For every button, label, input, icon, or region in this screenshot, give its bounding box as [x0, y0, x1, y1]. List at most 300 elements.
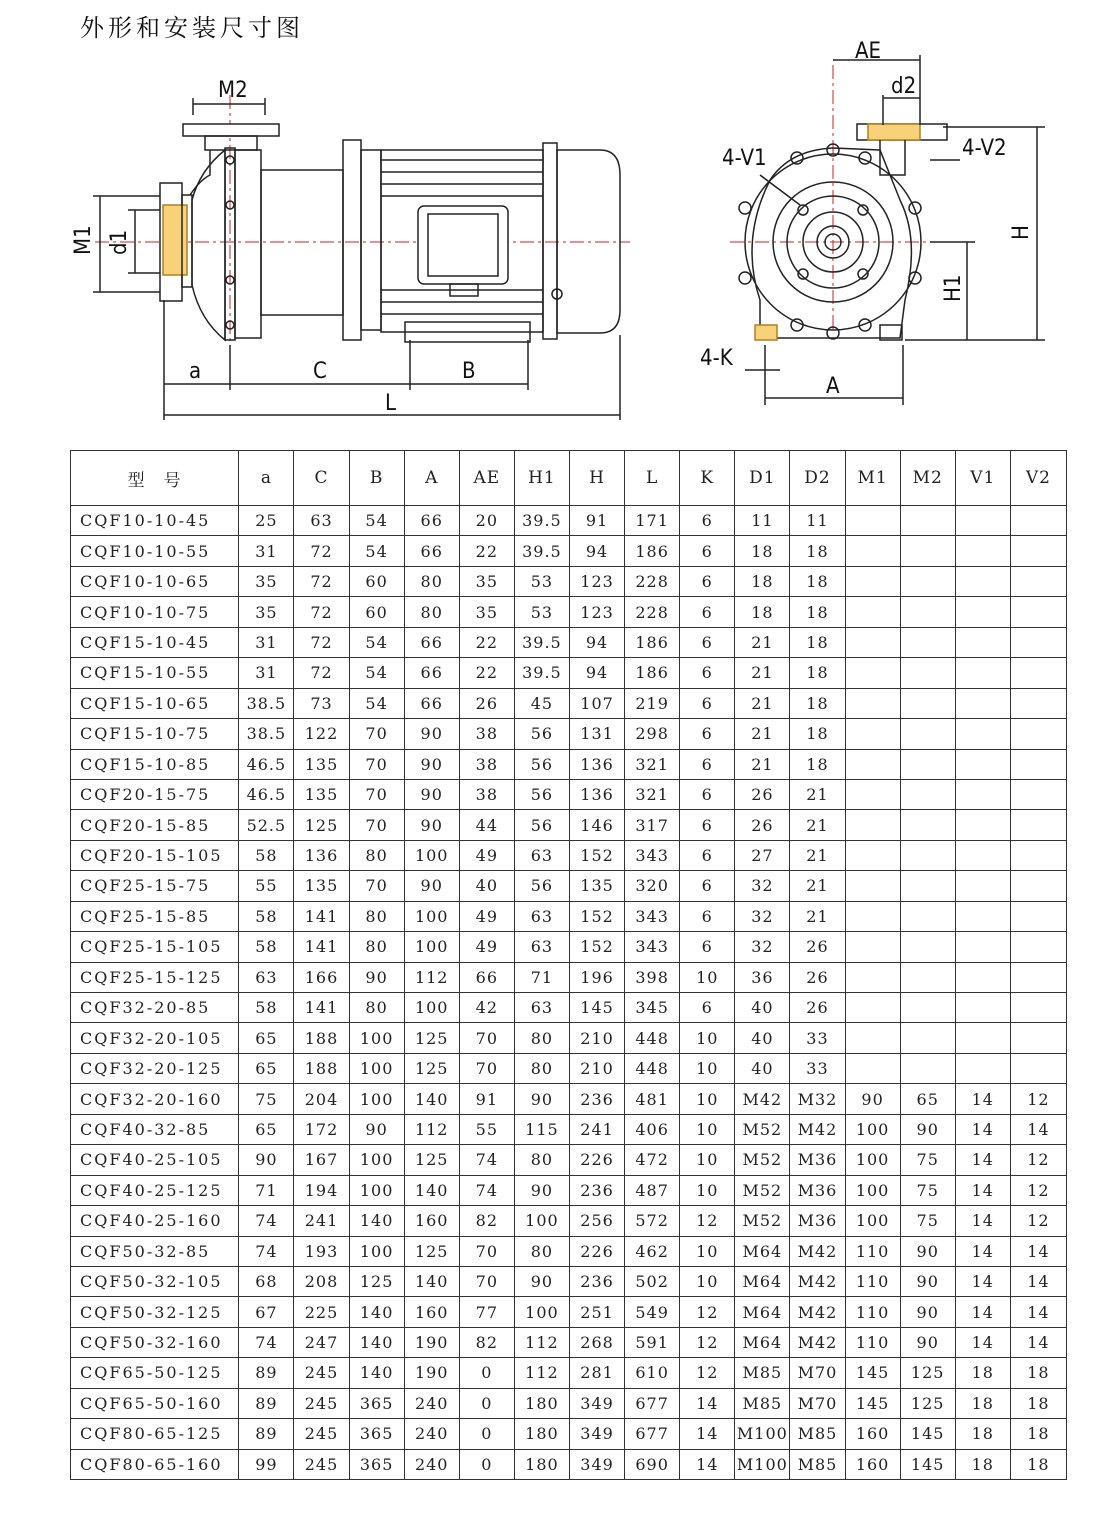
value-cell: 317 [625, 810, 680, 840]
value-cell [1010, 840, 1066, 870]
value-cell: 71 [239, 1175, 294, 1205]
value-cell [1010, 749, 1066, 779]
table-row [71, 1297, 1067, 1327]
value-cell [1010, 719, 1066, 749]
value-cell: 18 [735, 566, 790, 596]
value-cell [955, 779, 1010, 809]
value-cell: 21 [735, 658, 790, 688]
model-cell: CQF15-10-75 [71, 719, 239, 749]
value-cell: 152 [569, 901, 624, 931]
value-cell: M52 [735, 1206, 790, 1236]
value-cell: 180 [514, 1419, 569, 1449]
value-cell [900, 536, 955, 566]
value-cell: 18 [790, 719, 845, 749]
front-view [730, 55, 1045, 405]
value-cell: 26 [735, 779, 790, 809]
value-cell: 10 [680, 1266, 735, 1296]
value-cell: 65 [239, 1114, 294, 1144]
value-cell: 6 [680, 658, 735, 688]
value-cell: 26 [459, 688, 514, 718]
value-cell: 72 [294, 597, 349, 627]
value-cell: 44 [459, 810, 514, 840]
value-cell: 26 [790, 962, 845, 992]
value-cell: 63 [239, 962, 294, 992]
value-cell: M64 [735, 1236, 790, 1266]
value-cell: 90 [404, 871, 459, 901]
value-cell [900, 840, 955, 870]
table-row [71, 1084, 1067, 1114]
value-cell: 91 [569, 506, 624, 536]
value-cell: 100 [404, 840, 459, 870]
value-cell: 39.5 [514, 658, 569, 688]
value-cell [900, 779, 955, 809]
value-cell: 100 [514, 1297, 569, 1327]
table-body [71, 506, 1067, 1480]
value-cell: 14 [680, 1419, 735, 1449]
model-cell: CQF10-10-45 [71, 506, 239, 536]
value-cell: 32 [735, 901, 790, 931]
value-cell: M70 [790, 1388, 845, 1418]
dimension-table [70, 450, 1067, 1480]
value-cell: 487 [625, 1175, 680, 1205]
value-cell: 74 [239, 1206, 294, 1236]
table-header-row [71, 451, 1067, 506]
value-cell: 72 [294, 658, 349, 688]
value-cell: 112 [514, 1327, 569, 1357]
model-cell: CQF20-15-105 [71, 840, 239, 870]
value-cell: 247 [294, 1327, 349, 1357]
value-cell: 107 [569, 688, 624, 718]
value-cell: 56 [514, 779, 569, 809]
value-cell: 190 [404, 1358, 459, 1388]
value-cell [955, 506, 1010, 536]
value-cell: 74 [459, 1175, 514, 1205]
value-cell: 18 [790, 749, 845, 779]
value-cell: 94 [569, 536, 624, 566]
value-cell: 481 [625, 1084, 680, 1114]
value-cell: 10 [680, 962, 735, 992]
value-cell: 90 [900, 1236, 955, 1266]
value-cell: 194 [294, 1175, 349, 1205]
value-cell [900, 506, 955, 536]
value-cell [955, 749, 1010, 779]
value-cell: 188 [294, 1023, 349, 1053]
value-cell: 63 [514, 932, 569, 962]
model-cell: CQF32-20-125 [71, 1053, 239, 1083]
value-cell: M36 [790, 1175, 845, 1205]
value-cell: 53 [514, 597, 569, 627]
value-cell [845, 1023, 900, 1053]
value-cell: 140 [349, 1327, 404, 1357]
value-cell: 112 [404, 1114, 459, 1144]
value-cell: 75 [900, 1145, 955, 1175]
value-cell: 11 [790, 506, 845, 536]
value-cell: 36 [735, 962, 790, 992]
value-cell: M70 [790, 1358, 845, 1388]
value-cell: 70 [459, 1053, 514, 1083]
value-cell: 549 [625, 1297, 680, 1327]
value-cell: 12 [1010, 1145, 1066, 1175]
value-cell: 251 [569, 1297, 624, 1327]
value-cell: 472 [625, 1145, 680, 1175]
model-cell: CQF10-10-65 [71, 566, 239, 596]
value-cell: 6 [680, 627, 735, 657]
value-cell: 190 [404, 1327, 459, 1357]
value-cell [1010, 627, 1066, 657]
value-cell: 6 [680, 597, 735, 627]
value-cell: 6 [680, 993, 735, 1023]
value-cell: 67 [239, 1297, 294, 1327]
value-cell [1010, 993, 1066, 1023]
table-row [71, 749, 1067, 779]
value-cell: 25 [239, 506, 294, 536]
value-cell: 502 [625, 1266, 680, 1296]
value-cell: 18 [790, 566, 845, 596]
value-cell: 14 [1010, 1327, 1066, 1357]
value-cell: 171 [625, 506, 680, 536]
value-cell [845, 901, 900, 931]
value-cell: 31 [239, 536, 294, 566]
value-cell: 90 [900, 1114, 955, 1144]
column-header: K [680, 451, 735, 506]
value-cell: M85 [735, 1388, 790, 1418]
value-cell: 14 [1010, 1114, 1066, 1144]
value-cell: 26 [790, 993, 845, 1023]
table-row [71, 688, 1067, 718]
value-cell: 110 [845, 1236, 900, 1266]
value-cell: 677 [625, 1388, 680, 1418]
value-cell: 27 [735, 840, 790, 870]
value-cell: 110 [845, 1266, 900, 1296]
label-4-K: 4-K [700, 346, 733, 371]
value-cell: M52 [735, 1114, 790, 1144]
value-cell [900, 1053, 955, 1083]
value-cell: 90 [404, 810, 459, 840]
value-cell [845, 688, 900, 718]
value-cell: 70 [459, 1023, 514, 1053]
table-row [71, 810, 1067, 840]
pump-dimension-drawing [0, 0, 1100, 440]
value-cell: 343 [625, 932, 680, 962]
value-cell [1010, 932, 1066, 962]
value-cell: 35 [459, 597, 514, 627]
value-cell: 152 [569, 840, 624, 870]
value-cell: 53 [514, 566, 569, 596]
value-cell: 90 [900, 1266, 955, 1296]
value-cell: 123 [569, 566, 624, 596]
value-cell: 14 [955, 1145, 1010, 1175]
value-cell: 14 [955, 1297, 1010, 1327]
value-cell: 110 [845, 1297, 900, 1327]
column-header: H [569, 451, 624, 506]
value-cell: 188 [294, 1053, 349, 1083]
value-cell: 65 [239, 1023, 294, 1053]
value-cell: M36 [790, 1206, 845, 1236]
value-cell: 125 [349, 1266, 404, 1296]
value-cell: 228 [625, 597, 680, 627]
value-cell [845, 1053, 900, 1083]
value-cell [845, 993, 900, 1023]
model-cell: CQF20-15-85 [71, 810, 239, 840]
value-cell: 31 [239, 627, 294, 657]
table-row [71, 719, 1067, 749]
value-cell: 14 [955, 1266, 1010, 1296]
value-cell: 66 [404, 506, 459, 536]
model-cell: CQF25-15-75 [71, 871, 239, 901]
value-cell: 268 [569, 1327, 624, 1357]
value-cell: 72 [294, 536, 349, 566]
value-cell: 80 [404, 597, 459, 627]
value-cell: 21 [735, 719, 790, 749]
value-cell [1010, 566, 1066, 596]
value-cell: 10 [680, 1084, 735, 1114]
value-cell: 18 [790, 536, 845, 566]
value-cell: 14 [1010, 1236, 1066, 1266]
value-cell: 49 [459, 901, 514, 931]
value-cell: 6 [680, 749, 735, 779]
value-cell: M42 [790, 1327, 845, 1357]
table-row [71, 506, 1067, 536]
value-cell: 42 [459, 993, 514, 1023]
value-cell: M42 [790, 1114, 845, 1144]
value-cell [955, 1053, 1010, 1083]
label-M1: M1 [71, 225, 96, 255]
value-cell: 26 [735, 810, 790, 840]
value-cell [845, 810, 900, 840]
value-cell: 18 [1010, 1358, 1066, 1388]
model-cell: CQF65-50-160 [71, 1388, 239, 1418]
value-cell: M100 [735, 1449, 790, 1479]
value-cell: 136 [294, 840, 349, 870]
value-cell: 89 [239, 1419, 294, 1449]
value-cell: 690 [625, 1449, 680, 1479]
value-cell: M85 [790, 1419, 845, 1449]
table-row [71, 1053, 1067, 1083]
value-cell: 80 [349, 901, 404, 931]
column-header: H1 [514, 451, 569, 506]
value-cell: 131 [569, 719, 624, 749]
value-cell: 54 [349, 627, 404, 657]
value-cell: 6 [680, 688, 735, 718]
value-cell: 63 [514, 993, 569, 1023]
value-cell: 90 [404, 719, 459, 749]
value-cell: 0 [459, 1449, 514, 1479]
value-cell: 112 [404, 962, 459, 992]
value-cell: 60 [349, 597, 404, 627]
value-cell [1010, 536, 1066, 566]
value-cell: 406 [625, 1114, 680, 1144]
value-cell: 14 [680, 1388, 735, 1418]
value-cell: 39.5 [514, 536, 569, 566]
value-cell: 56 [514, 871, 569, 901]
value-cell: 71 [514, 962, 569, 992]
value-cell: 38.5 [239, 719, 294, 749]
value-cell [1010, 871, 1066, 901]
value-cell: 125 [900, 1358, 955, 1388]
value-cell: 14 [955, 1206, 1010, 1236]
value-cell: 18 [735, 597, 790, 627]
value-cell: 160 [845, 1419, 900, 1449]
value-cell: 63 [514, 901, 569, 931]
value-cell [845, 779, 900, 809]
value-cell [1010, 506, 1066, 536]
value-cell: 66 [404, 536, 459, 566]
value-cell: 125 [294, 810, 349, 840]
value-cell: 100 [349, 1236, 404, 1266]
value-cell: 100 [845, 1175, 900, 1205]
value-cell: 140 [349, 1297, 404, 1327]
model-cell: CQF40-25-105 [71, 1145, 239, 1175]
column-header: C [294, 451, 349, 506]
value-cell [955, 901, 1010, 931]
value-cell: 141 [294, 932, 349, 962]
model-cell: CQF40-32-85 [71, 1114, 239, 1144]
model-cell: CQF15-10-65 [71, 688, 239, 718]
value-cell [845, 597, 900, 627]
value-cell: M85 [735, 1358, 790, 1388]
value-cell: 100 [349, 1175, 404, 1205]
value-cell: 35 [459, 566, 514, 596]
value-cell: 75 [239, 1084, 294, 1114]
value-cell: 55 [459, 1114, 514, 1144]
value-cell: M42 [790, 1236, 845, 1266]
value-cell: 6 [680, 871, 735, 901]
table-row [71, 779, 1067, 809]
value-cell: 80 [349, 932, 404, 962]
value-cell [900, 1023, 955, 1053]
value-cell [955, 1023, 1010, 1053]
value-cell: 245 [294, 1358, 349, 1388]
value-cell: 56 [514, 749, 569, 779]
value-cell: 100 [845, 1114, 900, 1144]
value-cell: 204 [294, 1084, 349, 1114]
value-cell [1010, 810, 1066, 840]
value-cell: 58 [239, 901, 294, 931]
label-4-V1: 4-V1 [722, 146, 767, 171]
value-cell: 63 [294, 506, 349, 536]
value-cell: 6 [680, 840, 735, 870]
value-cell: 89 [239, 1358, 294, 1388]
value-cell: 14 [955, 1175, 1010, 1205]
value-cell [900, 597, 955, 627]
value-cell: 240 [404, 1388, 459, 1418]
value-cell: 12 [680, 1206, 735, 1236]
model-cell: CQF32-20-160 [71, 1084, 239, 1114]
value-cell: 186 [625, 658, 680, 688]
value-cell [955, 810, 1010, 840]
value-cell: 135 [294, 871, 349, 901]
value-cell [900, 627, 955, 657]
value-cell: 100 [349, 1145, 404, 1175]
label-4-V2: 4-V2 [962, 136, 1007, 161]
label-A: A [826, 374, 840, 399]
value-cell: 145 [569, 993, 624, 1023]
value-cell: 73 [294, 688, 349, 718]
value-cell: 140 [404, 1175, 459, 1205]
value-cell: 186 [625, 627, 680, 657]
value-cell: 6 [680, 719, 735, 749]
value-cell [900, 871, 955, 901]
value-cell: 54 [349, 536, 404, 566]
column-header: M2 [900, 451, 955, 506]
table-row [71, 627, 1067, 657]
value-cell: 90 [404, 749, 459, 779]
model-cell: CQF10-10-55 [71, 536, 239, 566]
value-cell: 146 [569, 810, 624, 840]
value-cell: 160 [404, 1206, 459, 1236]
value-cell: 298 [625, 719, 680, 749]
value-cell: 18 [955, 1419, 1010, 1449]
value-cell: 90 [900, 1327, 955, 1357]
model-cell: CQF80-65-125 [71, 1419, 239, 1449]
value-cell: 68 [239, 1266, 294, 1296]
value-cell: 90 [239, 1145, 294, 1175]
value-cell: 236 [569, 1084, 624, 1114]
value-cell: 100 [349, 1084, 404, 1114]
value-cell: M52 [735, 1175, 790, 1205]
value-cell: 66 [404, 688, 459, 718]
value-cell [845, 506, 900, 536]
value-cell: 12 [680, 1327, 735, 1357]
value-cell: 241 [569, 1114, 624, 1144]
value-cell: 70 [349, 779, 404, 809]
value-cell: 18 [1010, 1449, 1066, 1479]
value-cell: 115 [514, 1114, 569, 1144]
value-cell: 10 [680, 1236, 735, 1266]
value-cell: 82 [459, 1327, 514, 1357]
value-cell: 10 [680, 1053, 735, 1083]
column-header: D2 [790, 451, 845, 506]
value-cell: 100 [404, 993, 459, 1023]
value-cell: 74 [239, 1236, 294, 1266]
value-cell [900, 658, 955, 688]
label-d1: d1 [107, 229, 132, 255]
value-cell: 210 [569, 1023, 624, 1053]
value-cell: 70 [459, 1266, 514, 1296]
value-cell [900, 566, 955, 596]
value-cell: 80 [514, 1023, 569, 1053]
value-cell: 55 [239, 871, 294, 901]
value-cell: 54 [349, 658, 404, 688]
table-row [71, 1206, 1067, 1236]
table-row [71, 901, 1067, 931]
value-cell [845, 749, 900, 779]
value-cell: 91 [459, 1084, 514, 1114]
value-cell: 140 [404, 1084, 459, 1114]
value-cell: 110 [845, 1327, 900, 1357]
label-H1: H1 [941, 274, 966, 302]
value-cell: 11 [735, 506, 790, 536]
value-cell: 35 [239, 566, 294, 596]
value-cell: 66 [404, 658, 459, 688]
value-cell: 345 [625, 993, 680, 1023]
value-cell: 66 [459, 962, 514, 992]
value-cell: 18 [790, 597, 845, 627]
value-cell: 21 [790, 871, 845, 901]
table-row [71, 1449, 1067, 1479]
value-cell: 22 [459, 536, 514, 566]
model-cell: CQF50-32-125 [71, 1297, 239, 1327]
value-cell: 46.5 [239, 779, 294, 809]
value-cell: 14 [955, 1084, 1010, 1114]
value-cell: M42 [790, 1297, 845, 1327]
value-cell: 45 [514, 688, 569, 718]
page-title: 外形和安装尺寸图 [80, 14, 304, 42]
column-header: A [404, 451, 459, 506]
value-cell: 321 [625, 749, 680, 779]
value-cell [955, 962, 1010, 992]
value-cell: 136 [569, 779, 624, 809]
